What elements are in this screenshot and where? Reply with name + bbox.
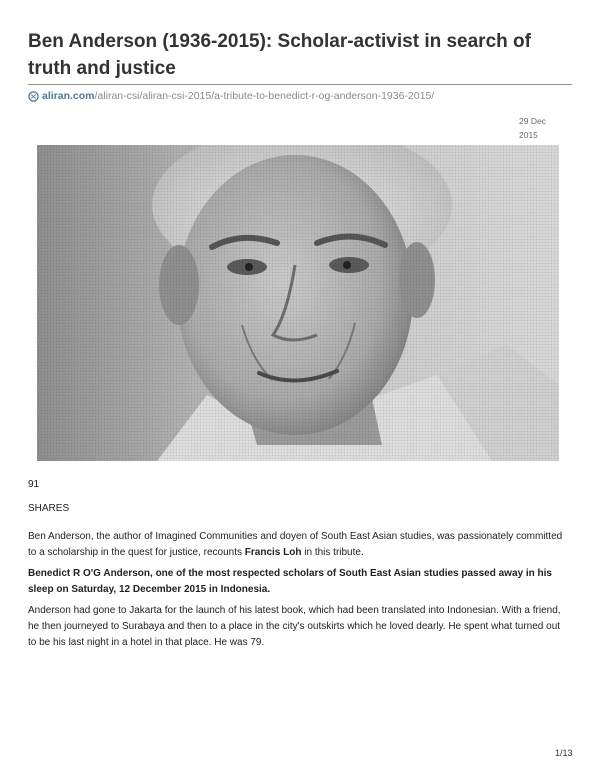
globe-icon bbox=[28, 91, 39, 102]
page-number: 1/13 bbox=[555, 748, 573, 758]
title-divider bbox=[28, 84, 572, 85]
publish-date bbox=[519, 114, 559, 142]
intro-paragraph bbox=[28, 529, 570, 561]
shares-label: SHARES bbox=[28, 503, 70, 514]
source-link[interactable] bbox=[28, 89, 434, 103]
source-path[interactable]: /aliran-csi/aliran-csi-2015/a-tribute-to-benedict-r-og-anderson-1936-2015/ bbox=[94, 90, 435, 102]
source-domain[interactable]: aliran.com bbox=[42, 90, 95, 102]
date-year: 2015 bbox=[519, 130, 538, 140]
author-name: Francis Loh bbox=[244, 547, 302, 558]
body-paragraph: Anderson had gone to Jakarta for the launch of his latest book, which had been translated into Indonesian. With a friend, he then journeyed to Surabaya and then to a place in the city's outskirts which he loved dearly. He spent what turned out to be his last night in a hotel in that place. He was 79. bbox=[28, 605, 561, 648]
intro-text-end: in this tribute. bbox=[301, 547, 364, 558]
lead-paragraph: Benedict R O'G Anderson, one of the most respected scholars of South East Asian studies passed away in his sleep on Saturday, 12 December 2015 in Indonesia. bbox=[28, 568, 552, 595]
portrait-photo bbox=[37, 145, 559, 461]
article-title: Ben Anderson (1936-2015): Scholar-activist in search of truth and justice bbox=[28, 31, 531, 79]
shares-count: 91 bbox=[28, 479, 40, 490]
date-day-month: 29 Dec bbox=[519, 116, 546, 126]
intro-text-start: Ben Anderson, the author of Imagined Communities and doyen of South East Asian studies, was passionately committed to a scholarship in the quest for justice, recounts bbox=[28, 531, 563, 558]
